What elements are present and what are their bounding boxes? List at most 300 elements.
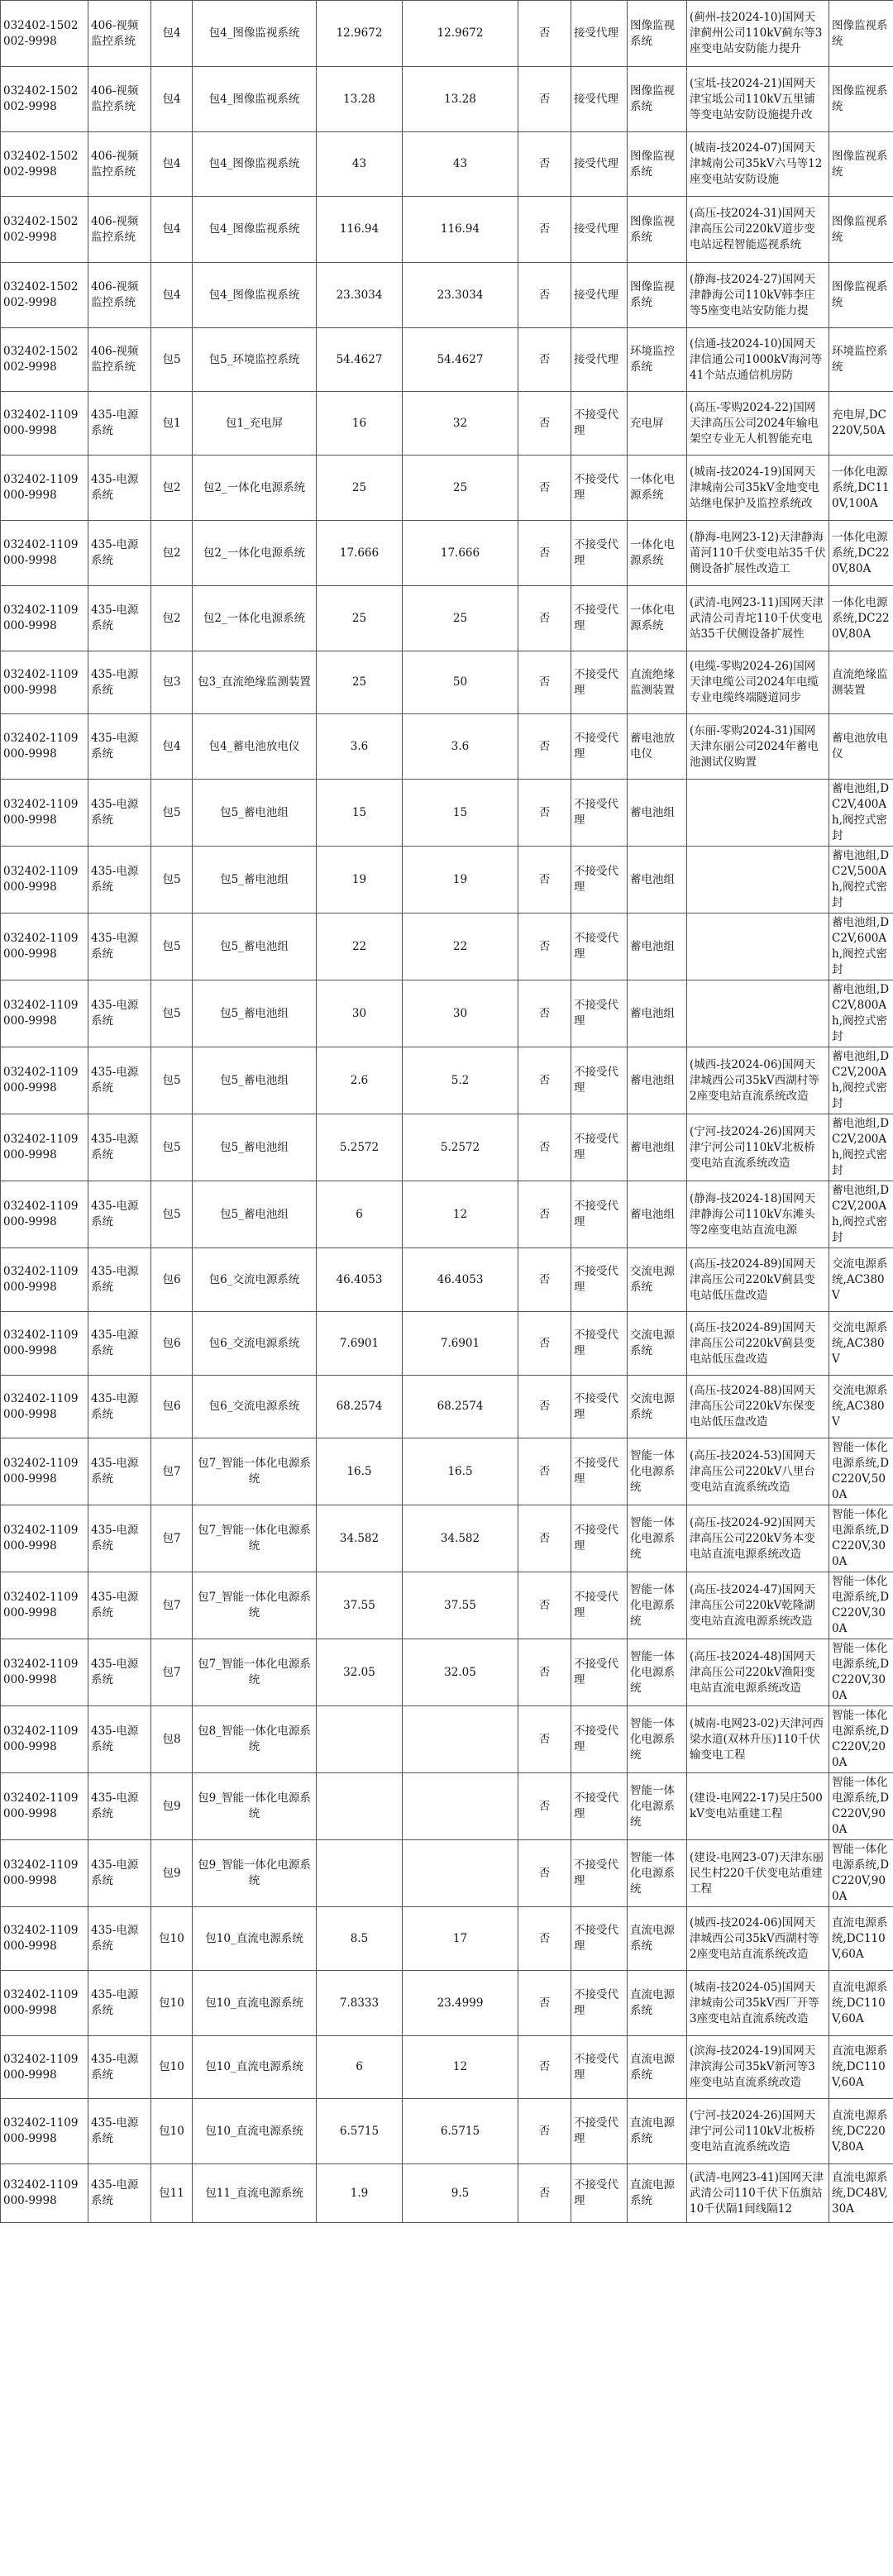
table-row	[1, 1773, 893, 1840]
item-name: 蓄电池组	[628, 1181, 687, 1248]
material-code: 032402-1109000-9998	[1, 1840, 88, 1907]
unit-price: 30	[317, 980, 403, 1047]
material-code: 032402-1502002-9998	[1, 1, 88, 67]
category: 406-视频监控系统	[88, 197, 151, 263]
agency-cell: 不接受代理	[571, 1376, 628, 1438]
flag-cell: 否	[518, 1639, 571, 1706]
spec-cell: 直流电源系统,DC110V,60A	[829, 1907, 893, 1971]
material-code: 032402-1109000-9998	[1, 980, 88, 1047]
category: 435-电源系统	[88, 780, 151, 847]
project-name: (高压-技2024-31)国网天津高压公司220kV道步变电站远程智能巡视系统	[687, 197, 829, 263]
agency-cell: 接受代理	[571, 263, 628, 328]
spec-cell: 图像监视系统	[829, 132, 893, 197]
package-no: 包9	[151, 1773, 193, 1840]
total-price: 7.6901	[403, 1312, 518, 1376]
project-name: (信通-技2024-10)国网天津信通公司1000kV海河等41个站点通信机房防	[687, 328, 829, 392]
unit-price: 6	[317, 1181, 403, 1248]
unit-price: 2.6	[317, 1047, 403, 1114]
spec-cell: 智能一体化电源系统,DC220V,300A	[829, 1505, 893, 1572]
table-row	[1, 1907, 893, 1971]
flag-cell: 否	[518, 914, 571, 980]
category: 435-电源系统	[88, 2099, 151, 2164]
total-price: 12	[403, 1181, 518, 1248]
agency-cell: 接受代理	[571, 328, 628, 392]
package-no: 包10	[151, 2036, 193, 2099]
total-price: 17.666	[403, 521, 518, 586]
package-name: 包5_蓄电池组	[193, 1114, 317, 1181]
flag-cell: 否	[518, 67, 571, 132]
category: 435-电源系统	[88, 1639, 151, 1706]
total-price: 12	[403, 2036, 518, 2099]
project-name: (高压-技2024-89)国网天津高压公司220kV蓟县变电站低压盘改造	[687, 1312, 829, 1376]
project-name: (建设-电网23-07)天津东丽民生村220千伏变电站重建工程	[687, 1840, 829, 1907]
total-price: 25	[403, 456, 518, 521]
item-name: 一体化电源系统	[628, 521, 687, 586]
material-code: 032402-1109000-9998	[1, 1773, 88, 1840]
flag-cell: 否	[518, 1505, 571, 1572]
unit-price: 25	[317, 651, 403, 714]
package-no: 包6	[151, 1312, 193, 1376]
unit-price: 16.5	[317, 1438, 403, 1505]
table-row	[1, 1438, 893, 1505]
flag-cell: 否	[518, 1438, 571, 1505]
category: 406-视频监控系统	[88, 1, 151, 67]
package-no: 包5	[151, 980, 193, 1047]
flag-cell: 否	[518, 2164, 571, 2223]
flag-cell: 否	[518, 392, 571, 456]
total-price: 12.9672	[403, 1, 518, 67]
package-name: 包5_蓄电池组	[193, 1047, 317, 1114]
total-price: 15	[403, 780, 518, 847]
item-name: 图像监视系统	[628, 263, 687, 328]
unit-price: 17.666	[317, 521, 403, 586]
category: 435-电源系统	[88, 1376, 151, 1438]
flag-cell: 否	[518, 197, 571, 263]
category: 435-电源系统	[88, 1248, 151, 1312]
package-no: 包6	[151, 1248, 193, 1312]
package-name: 包4_图像监视系统	[193, 67, 317, 132]
category: 435-电源系统	[88, 847, 151, 914]
flag-cell: 否	[518, 780, 571, 847]
flag-cell: 否	[518, 847, 571, 914]
item-name: 蓄电池组	[628, 780, 687, 847]
total-price: 6.5715	[403, 2099, 518, 2164]
project-name: (静海-技2024-27)国网天津静海公司110kV韩李庄等5座变电站安防能力提	[687, 263, 829, 328]
package-no: 包5	[151, 1181, 193, 1248]
spec-cell: 图像监视系统	[829, 197, 893, 263]
total-price: 116.94	[403, 197, 518, 263]
project-name: (静海-技2024-18)国网天津静海公司110kV东滩头等2座变电站直流电源	[687, 1181, 829, 1248]
flag-cell: 否	[518, 1971, 571, 2036]
item-name: 蓄电池组	[628, 1114, 687, 1181]
agency-cell: 不接受代理	[571, 1114, 628, 1181]
spec-cell: 直流电源系统,DC220V,80A	[829, 2099, 893, 2164]
total-price: 5.2572	[403, 1114, 518, 1181]
item-name: 智能一体化电源系统	[628, 1773, 687, 1840]
spec-cell: 充电屏,DC220V,50A	[829, 392, 893, 456]
agency-cell: 不接受代理	[571, 1706, 628, 1773]
project-name: (城南-技2024-19)国网天津城南公司35kV金地变电站继电保护及监控系统改	[687, 456, 829, 521]
category: 435-电源系统	[88, 714, 151, 780]
flag-cell: 否	[518, 521, 571, 586]
flag-cell: 否	[518, 1181, 571, 1248]
spec-cell: 直流绝缘监测装置	[829, 651, 893, 714]
material-code: 032402-1109000-9998	[1, 1505, 88, 1572]
table-row	[1, 980, 893, 1047]
table-row	[1, 263, 893, 328]
package-no: 包4	[151, 132, 193, 197]
flag-cell: 否	[518, 980, 571, 1047]
package-no: 包6	[151, 1376, 193, 1438]
table-body	[1, 1, 893, 2223]
unit-price: 32.05	[317, 1639, 403, 1706]
category: 435-电源系统	[88, 456, 151, 521]
spec-cell: 图像监视系统	[829, 1, 893, 67]
material-code: 032402-1109000-9998	[1, 1572, 88, 1639]
agency-cell: 不接受代理	[571, 1639, 628, 1706]
total-price: 25	[403, 586, 518, 651]
agency-cell: 不接受代理	[571, 714, 628, 780]
package-no: 包9	[151, 1840, 193, 1907]
item-name: 直流电源系统	[628, 2036, 687, 2099]
spec-cell: 蓄电池组,DC2V,800Ah,阀控式密封	[829, 980, 893, 1047]
item-name: 智能一体化电源系统	[628, 1572, 687, 1639]
total-price: 22	[403, 914, 518, 980]
material-code: 032402-1109000-9998	[1, 914, 88, 980]
item-name: 直流电源系统	[628, 2099, 687, 2164]
package-name: 包9_智能一体化电源系统	[193, 1773, 317, 1840]
flag-cell: 否	[518, 132, 571, 197]
category: 435-电源系统	[88, 1047, 151, 1114]
spec-cell: 一体化电源系统,DC220V,80A	[829, 586, 893, 651]
package-no: 包7	[151, 1438, 193, 1505]
item-name: 直流电源系统	[628, 1907, 687, 1971]
table-row	[1, 651, 893, 714]
unit-price	[317, 1773, 403, 1840]
package-name: 包5_蓄电池组	[193, 980, 317, 1047]
package-no: 包10	[151, 2099, 193, 2164]
unit-price: 25	[317, 586, 403, 651]
table-row	[1, 914, 893, 980]
table-row	[1, 328, 893, 392]
total-price: 37.55	[403, 1572, 518, 1639]
category: 406-视频监控系统	[88, 132, 151, 197]
total-price	[403, 1773, 518, 1840]
flag-cell: 否	[518, 651, 571, 714]
material-code: 032402-1109000-9998	[1, 714, 88, 780]
unit-price: 6.5715	[317, 2099, 403, 2164]
category: 435-电源系统	[88, 1840, 151, 1907]
package-no: 包2	[151, 456, 193, 521]
package-no: 包10	[151, 1907, 193, 1971]
agency-cell: 接受代理	[571, 197, 628, 263]
material-code: 032402-1502002-9998	[1, 328, 88, 392]
flag-cell: 否	[518, 1907, 571, 1971]
item-name: 一体化电源系统	[628, 456, 687, 521]
package-name: 包6_交流电源系统	[193, 1248, 317, 1312]
category: 435-电源系统	[88, 521, 151, 586]
package-no: 包10	[151, 1971, 193, 2036]
project-name: (宁河-技2024-26)国网天津宁河公司110kV北板桥变电站直流系统改造	[687, 1114, 829, 1181]
item-name: 智能一体化电源系统	[628, 1840, 687, 1907]
package-no: 包4	[151, 1, 193, 67]
flag-cell: 否	[518, 1114, 571, 1181]
flag-cell: 否	[518, 1, 571, 67]
category: 435-电源系统	[88, 1907, 151, 1971]
project-name: (电缆-零购2024-26)国网天津电缆公司2024年电缆专业电缆终端隧道同步	[687, 651, 829, 714]
spec-cell: 环境监控系统	[829, 328, 893, 392]
flag-cell: 否	[518, 263, 571, 328]
item-name: 蓄电池组	[628, 980, 687, 1047]
item-name: 交流电源系统	[628, 1312, 687, 1376]
agency-cell: 不接受代理	[571, 1572, 628, 1639]
category: 435-电源系统	[88, 2164, 151, 2223]
material-code: 032402-1109000-9998	[1, 1312, 88, 1376]
unit-price: 15	[317, 780, 403, 847]
spec-cell: 图像监视系统	[829, 67, 893, 132]
unit-price: 19	[317, 847, 403, 914]
total-price: 16.5	[403, 1438, 518, 1505]
unit-price: 25	[317, 456, 403, 521]
package-no: 包4	[151, 263, 193, 328]
item-name: 直流电源系统	[628, 2164, 687, 2223]
package-name: 包9_智能一体化电源系统	[193, 1840, 317, 1907]
unit-price: 12.9672	[317, 1, 403, 67]
unit-price	[317, 1706, 403, 1773]
flag-cell: 否	[518, 456, 571, 521]
unit-price: 23.3034	[317, 263, 403, 328]
total-price: 19	[403, 847, 518, 914]
unit-price: 13.28	[317, 67, 403, 132]
spec-cell: 蓄电池放电仪	[829, 714, 893, 780]
package-no: 包7	[151, 1572, 193, 1639]
table-row	[1, 2099, 893, 2164]
total-price: 23.3034	[403, 263, 518, 328]
material-code: 032402-1109000-9998	[1, 521, 88, 586]
flag-cell: 否	[518, 1773, 571, 1840]
material-code: 032402-1109000-9998	[1, 1047, 88, 1114]
unit-price: 22	[317, 914, 403, 980]
package-no: 包2	[151, 586, 193, 651]
package-name: 包5_蓄电池组	[193, 847, 317, 914]
item-name: 直流绝缘监测装置	[628, 651, 687, 714]
package-name: 包5_环境监控系统	[193, 328, 317, 392]
unit-price: 7.6901	[317, 1312, 403, 1376]
package-name: 包11_直流电源系统	[193, 2164, 317, 2223]
agency-cell: 不接受代理	[571, 1312, 628, 1376]
category: 435-电源系统	[88, 1114, 151, 1181]
package-name: 包6_交流电源系统	[193, 1312, 317, 1376]
table-row	[1, 1639, 893, 1706]
category: 435-电源系统	[88, 2036, 151, 2099]
category: 435-电源系统	[88, 1971, 151, 2036]
table-row	[1, 132, 893, 197]
material-code: 032402-1109000-9998	[1, 2099, 88, 2164]
category: 435-电源系统	[88, 1438, 151, 1505]
project-name: (高压-技2024-88)国网天津高压公司220kV东保变电站低压盘改造	[687, 1376, 829, 1438]
material-code: 032402-1502002-9998	[1, 197, 88, 263]
agency-cell: 不接受代理	[571, 651, 628, 714]
unit-price: 1.9	[317, 2164, 403, 2223]
project-name: (高压-技2024-47)国网天津高压公司220kV乾隆湖变电站直流电源系统改造	[687, 1572, 829, 1639]
spec-cell: 直流电源系统,DC110V,60A	[829, 1971, 893, 2036]
spec-cell: 蓄电池组,DC2V,500Ah,阀控式密封	[829, 847, 893, 914]
package-no: 包5	[151, 1114, 193, 1181]
category: 435-电源系统	[88, 980, 151, 1047]
project-name	[687, 914, 829, 980]
material-code: 032402-1109000-9998	[1, 1639, 88, 1706]
package-no: 包7	[151, 1505, 193, 1572]
agency-cell: 不接受代理	[571, 1907, 628, 1971]
total-price: 13.28	[403, 67, 518, 132]
package-no: 包5	[151, 1047, 193, 1114]
material-code: 032402-1502002-9998	[1, 263, 88, 328]
total-price: 68.2574	[403, 1376, 518, 1438]
project-name: (城南-技2024-07)国网天津城南公司35kV六马等12座变电站安防设施	[687, 132, 829, 197]
total-price	[403, 1840, 518, 1907]
total-price: 46.4053	[403, 1248, 518, 1312]
project-name: (武清-电网23-41)国网天津武清公司110千伏下伍旗站10千伏隔1间线隔12	[687, 2164, 829, 2223]
table-row	[1, 1047, 893, 1114]
material-code: 032402-1109000-9998	[1, 2036, 88, 2099]
package-no: 包7	[151, 1639, 193, 1706]
flag-cell: 否	[518, 1840, 571, 1907]
agency-cell: 不接受代理	[571, 1505, 628, 1572]
package-no: 包3	[151, 651, 193, 714]
agency-cell: 不接受代理	[571, 914, 628, 980]
agency-cell: 不接受代理	[571, 847, 628, 914]
agency-cell: 不接受代理	[571, 1840, 628, 1907]
spec-cell: 智能一体化电源系统,DC220V,200A	[829, 1706, 893, 1773]
flag-cell: 否	[518, 2036, 571, 2099]
table-row	[1, 67, 893, 132]
flag-cell: 否	[518, 1376, 571, 1438]
category: 435-电源系统	[88, 1505, 151, 1572]
table-row	[1, 2164, 893, 2223]
project-name: (高压-技2024-53)国网天津高压公司220kV八里台变电站直流系统改造	[687, 1438, 829, 1505]
material-code: 032402-1109000-9998	[1, 1907, 88, 1971]
package-name: 包4_图像监视系统	[193, 197, 317, 263]
package-no: 包8	[151, 1706, 193, 1773]
package-name: 包7_智能一体化电源系统	[193, 1438, 317, 1505]
agency-cell: 不接受代理	[571, 521, 628, 586]
material-code: 032402-1109000-9998	[1, 1971, 88, 2036]
project-name	[687, 980, 829, 1047]
spec-cell: 智能一体化电源系统,DC220V,500A	[829, 1438, 893, 1505]
table-row	[1, 1706, 893, 1773]
agency-cell: 不接受代理	[571, 980, 628, 1047]
unit-price: 7.8333	[317, 1971, 403, 2036]
category: 406-视频监控系统	[88, 67, 151, 132]
package-no: 包4	[151, 197, 193, 263]
spec-cell: 蓄电池组,DC2V,200Ah,阀控式密封	[829, 1114, 893, 1181]
package-name: 包4_蓄电池放电仪	[193, 714, 317, 780]
project-name: (城西-技2024-06)国网天津城西公司35kV西湖村等2座变电站直流系统改造	[687, 1047, 829, 1114]
category: 435-电源系统	[88, 1773, 151, 1840]
package-no: 包4	[151, 714, 193, 780]
item-name: 智能一体化电源系统	[628, 1706, 687, 1773]
item-name: 图像监视系统	[628, 67, 687, 132]
spec-cell: 图像监视系统	[829, 263, 893, 328]
spec-cell: 交流电源系统,AC380V	[829, 1376, 893, 1438]
agency-cell: 不接受代理	[571, 2099, 628, 2164]
project-name: (高压-零购2024-22)国网天津高压公司2024年输电架空专业无人机智能充电	[687, 392, 829, 456]
category: 435-电源系统	[88, 392, 151, 456]
package-no: 包5	[151, 328, 193, 392]
material-code: 032402-1109000-9998	[1, 651, 88, 714]
project-name	[687, 780, 829, 847]
total-price: 32	[403, 392, 518, 456]
flag-cell: 否	[518, 328, 571, 392]
table-row	[1, 2036, 893, 2099]
flag-cell: 否	[518, 1706, 571, 1773]
package-no: 包2	[151, 521, 193, 586]
project-name: (静海-电网23-12)天津静海莆河110千伏变电站35千伏侧设备扩展性改造工	[687, 521, 829, 586]
material-code: 032402-1109000-9998	[1, 1438, 88, 1505]
agency-cell: 不接受代理	[571, 780, 628, 847]
total-price: 50	[403, 651, 518, 714]
agency-cell: 不接受代理	[571, 1248, 628, 1312]
package-name: 包7_智能一体化电源系统	[193, 1639, 317, 1706]
unit-price: 3.6	[317, 714, 403, 780]
unit-price	[317, 1840, 403, 1907]
package-no: 包1	[151, 392, 193, 456]
table-row	[1, 1312, 893, 1376]
package-name: 包3_直流绝缘监测装置	[193, 651, 317, 714]
spec-cell: 一体化电源系统,DC110V,100A	[829, 456, 893, 521]
table-row	[1, 1505, 893, 1572]
item-name: 环境监控系统	[628, 328, 687, 392]
material-code: 032402-1109000-9998	[1, 586, 88, 651]
material-code: 032402-1109000-9998	[1, 2164, 88, 2223]
project-name: (武清-电网23-11)国网天津武清公司青坨110千伏变电站35千伏侧设备扩展性	[687, 586, 829, 651]
table-row	[1, 1376, 893, 1438]
table-row	[1, 1, 893, 67]
material-code: 032402-1109000-9998	[1, 847, 88, 914]
table-row	[1, 1114, 893, 1181]
unit-price: 37.55	[317, 1572, 403, 1639]
unit-price: 8.5	[317, 1907, 403, 1971]
table-row	[1, 197, 893, 263]
agency-cell: 接受代理	[571, 67, 628, 132]
total-price: 34.582	[403, 1505, 518, 1572]
agency-cell: 不接受代理	[571, 1971, 628, 2036]
category: 435-电源系统	[88, 1312, 151, 1376]
table-row	[1, 780, 893, 847]
project-name: (高压-技2024-48)国网天津高压公司220kV渔阳变电站直流电源系统改造	[687, 1639, 829, 1706]
material-code: 032402-1109000-9998	[1, 780, 88, 847]
total-price: 54.4627	[403, 328, 518, 392]
item-name: 智能一体化电源系统	[628, 1438, 687, 1505]
total-price: 23.4999	[403, 1971, 518, 2036]
flag-cell: 否	[518, 586, 571, 651]
category: 435-电源系统	[88, 1181, 151, 1248]
spec-cell: 直流电源系统,DC48V,30A	[829, 2164, 893, 2223]
package-name: 包10_直流电源系统	[193, 1907, 317, 1971]
material-code: 032402-1109000-9998	[1, 1706, 88, 1773]
total-price: 30	[403, 980, 518, 1047]
material-code: 032402-1109000-9998	[1, 1114, 88, 1181]
spec-cell: 智能一体化电源系统,DC220V,300A	[829, 1572, 893, 1639]
unit-price: 43	[317, 132, 403, 197]
material-code: 032402-1502002-9998	[1, 132, 88, 197]
package-no: 包11	[151, 2164, 193, 2223]
spec-cell: 交流电源系统,AC380V	[829, 1248, 893, 1312]
package-name: 包4_图像监视系统	[193, 1, 317, 67]
flag-cell: 否	[518, 2099, 571, 2164]
project-name: (高压-技2024-89)国网天津高压公司220kV蓟县变电站低压盘改造	[687, 1248, 829, 1312]
package-name: 包10_直流电源系统	[193, 2036, 317, 2099]
